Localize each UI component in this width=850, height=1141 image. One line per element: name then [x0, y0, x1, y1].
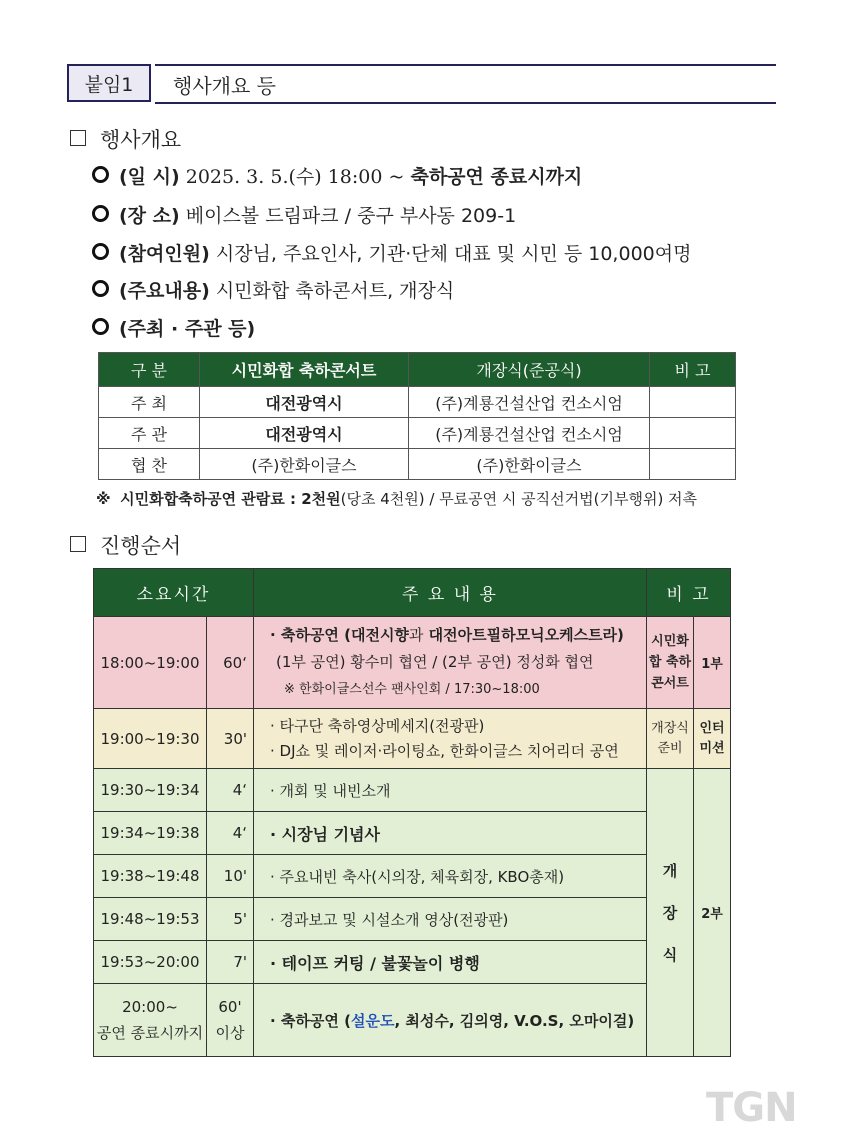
table-row: 20:00~ 공연 종료시까지 60' 이상 · 축하공연 (설운도, 최성수, 김의영, V.O.S, 오마이걸) [94, 984, 731, 1057]
overview-item-date: (일 시) 2025. 3. 5.(수) 18:00 ~ 축하공연 종료시까지 [92, 162, 582, 189]
attachment-title: 행사개요 등 [173, 74, 276, 98]
host-header-concert: 시민화합 축하콘서트 [200, 353, 409, 387]
table-row: 주 관 대전광역시 (주)계룡건설산업 컨소시엄 [99, 418, 736, 449]
table-row: 19:34~19:38 4‘ · 시장님 기념사 [94, 812, 731, 855]
table-row: 19:48~19:53 5' · 경과보고 및 시설소개 영상(전광판) [94, 898, 731, 941]
fee-note: ※ 시민화합축하공연 관람료 : 2천원(당초 4천원) / 무료공연 시 공직선거법(기부행위) 저촉 [96, 490, 698, 508]
host-header-opening: 개장식(준공식) [409, 353, 650, 387]
host-header-category: 구 분 [99, 353, 200, 387]
circle-bullet-icon [92, 205, 109, 222]
schedule-heading: 진행순서 [70, 530, 181, 560]
overview-heading: 행사개요 [70, 124, 181, 154]
table-row: 19:30~19:34 4‘ · 개회 및 내빈소개 개 장 식 2부 [94, 769, 731, 812]
checkbox-square-icon [70, 130, 86, 146]
host-header-note: 비 고 [650, 353, 736, 387]
table-row: 18:00~19:00 60‘ · 축하공연 (대전시향과 대전아트필하모닉오케스트라) (1부 공연) 황수미 협연 / (2부 공연) 정성화 협연 ※ 한화이글스선수 팬사인회 / 17:30~18:00 시민화합 축하 콘서트 1부 [94, 617, 731, 709]
overview-item-host: (주최 · 주관 등) [92, 314, 255, 341]
schedule-header-content: 주 요 내 용 [254, 569, 647, 617]
checkbox-square-icon [70, 536, 86, 552]
watermark-logo: TGN [706, 1085, 797, 1131]
schedule-table [93, 568, 731, 1057]
table-row: 19:53~20:00 7' · 테이프 커팅 / 불꽃놀이 병행 [94, 941, 731, 984]
overview-item-place: (장 소) 베이스볼 드림파크 / 중구 부사동 209-1 [92, 201, 516, 228]
table-row: 주 최 대전광역시 (주)계룡건설산업 컨소시엄 [99, 387, 736, 418]
circle-bullet-icon [92, 166, 109, 183]
circle-bullet-icon [92, 243, 109, 260]
circle-bullet-icon [92, 318, 109, 335]
table-row: 19:38~19:48 10' · 주요내빈 축사(시의장, 체육회장, KBO총재) [94, 855, 731, 898]
circle-bullet-icon [92, 280, 109, 297]
opening-ceremony-label: 개 장 식 [647, 769, 694, 1057]
schedule-header-time: 소요시간 [94, 569, 254, 617]
table-row: 19:00~19:30 30' · 타구단 축하영상메세지(전광판) · DJ쇼 및 레이저·라이팅쇼, 한화이글스 치어리더 공연 개장식 준비 인터 미션 [94, 709, 731, 769]
host-table [98, 352, 736, 480]
header-rule-bottom [155, 102, 776, 104]
schedule-header-note: 비 고 [647, 569, 731, 617]
header-rule-top [155, 64, 776, 66]
attachment-label: 붙임1 [67, 64, 151, 102]
overview-item-attendees: (참여인원) 시장님, 주요인사, 기관·단체 대표 및 시민 등 10,000여명 [92, 239, 691, 266]
table-row: 협 찬 (주)한화이글스 (주)한화이글스 [99, 449, 736, 480]
overview-item-content: (주요내용) 시민화합 축하콘서트, 개장식 [92, 276, 454, 303]
